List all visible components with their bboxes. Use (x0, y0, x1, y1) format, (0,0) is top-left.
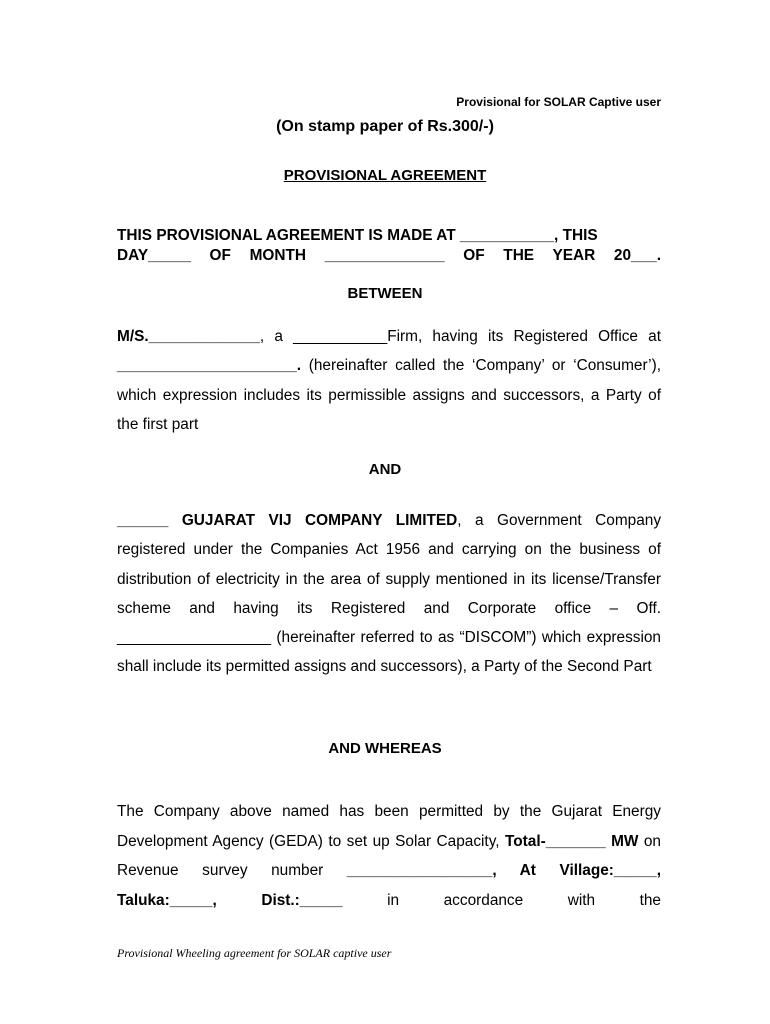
ms-label: M/S._____________ (117, 328, 260, 345)
party1-text-1: , a ___________Firm, having its Registered Office at (259, 328, 661, 345)
discom-name: GUJARAT VIJ COMPANY LIMITED (181, 512, 458, 529)
whereas-text-3: in accordance with the (342, 891, 661, 909)
intro-line-1: THIS PROVISIONAL AGREEMENT IS MADE AT ___________, THIS (117, 227, 598, 244)
header-note: Provisional for SOLAR Captive user (456, 95, 661, 109)
address-blank: _____________________. (117, 357, 302, 375)
and-whereas-heading: AND WHEREAS (328, 740, 442, 757)
page-footer: Provisional Wheeling agreement for SOLAR captive user (117, 946, 392, 960)
total-capacity-label: Total-_______ MW (504, 832, 639, 850)
agreement-title: PROVISIONAL AGREEMENT (283, 167, 487, 184)
party1-text-2: (hereinafter called the ‘Company’ or ‘Consumer’), which expression includes its permissible assigns and successors, a Party of the first part (117, 357, 661, 434)
stamp-paper-note: (On stamp paper of Rs.300/-) (276, 118, 494, 135)
party2-text: , a Government Company registered under the Companies Act 1956 and carrying on the business of distribution of electricity in the area of supply mentioned in its license/Transfer scheme and having its Registered and Corporate office – Off. __________________ (hereinafter referred to as “DISCOM”) which expression shall include its permitted assigns and successors), a Party of the Second Part (117, 512, 662, 676)
second-party-paragraph (117, 506, 661, 682)
first-party-paragraph (117, 322, 661, 440)
whereas-paragraph (117, 797, 661, 945)
whereas-text-2: on Revenue survey number (117, 832, 661, 880)
between-heading: BETWEEN (347, 285, 423, 302)
whereas-text-1: The Company above named has been permitted by the Gujarat Energy Development Agency (GEDA) to set up Solar Capacity, (117, 803, 661, 850)
and-heading: AND (368, 461, 402, 478)
location-blanks: _________________, At Village:_____, Taluka:_____, Dist.:_____ (117, 862, 662, 909)
intro-paragraph (117, 226, 661, 285)
party2-blank: ______ (117, 512, 169, 529)
intro-line-2: DAY_____ OF MONTH ______________ OF THE YEAR 20___. (117, 246, 661, 264)
